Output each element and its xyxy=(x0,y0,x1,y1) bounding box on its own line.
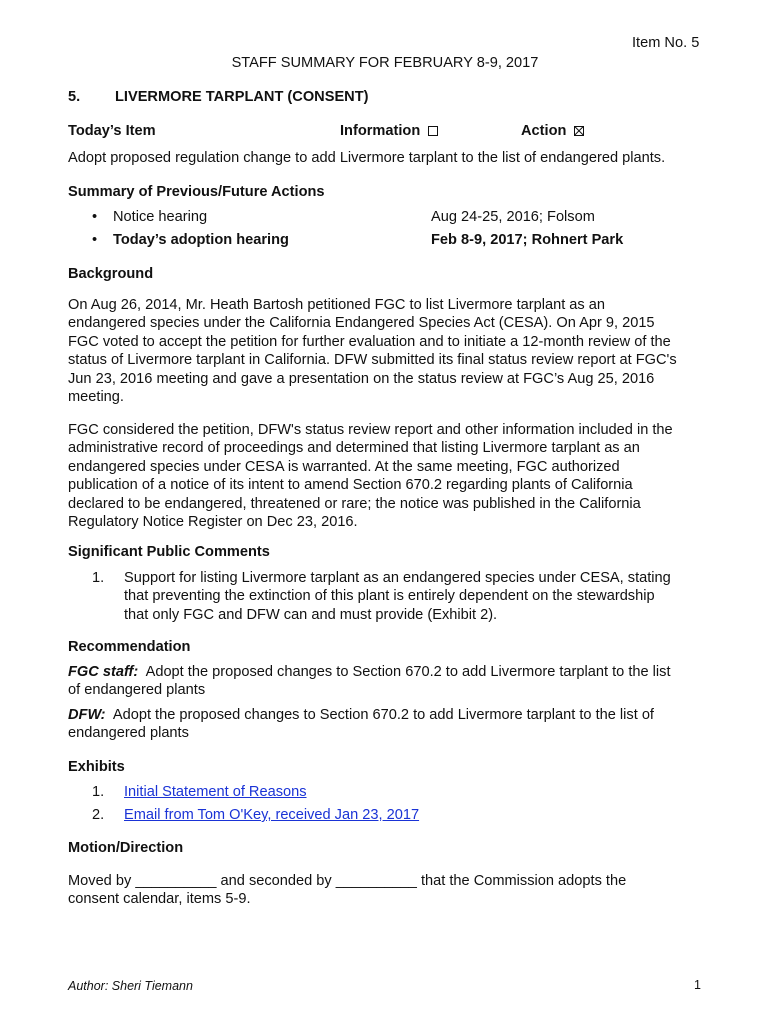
summary-action-date: Aug 24-25, 2016; Folsom xyxy=(431,209,595,225)
exhibit-link[interactable]: Email from Tom O'Key, received Jan 23, 2017 xyxy=(124,807,420,823)
bullet-icon: • xyxy=(92,209,98,225)
background-line: endangered species under CESA is warranted. At the same meeting, FGC authorized xyxy=(68,458,620,475)
background-line: Jun 23, 2016 meeting and gave a presentation on the status review at FGC’s Aug 25, 2016 xyxy=(68,370,655,387)
background-line: Regulatory Notice Register on Dec 23, 2016. xyxy=(68,514,358,531)
public-comments-heading: Significant Public Comments xyxy=(68,544,270,560)
motion-heading: Motion/Direction xyxy=(68,840,184,856)
fgc-line-1: Adopt the proposed changes to Section 670.2 to add Livermore tarplant to the list xyxy=(145,664,671,680)
public-comment-line: Support for listing Livermore tarplant as an endangered species under CESA, stating xyxy=(124,570,671,586)
background-line: publication of a notice of its intent to amend Section 670.2 regarding plants of California xyxy=(68,477,633,494)
fgc-recommendation xyxy=(68,663,708,700)
todays-item-description: Adopt proposed regulation change to add Livermore tarplant to the list of endangered plants. xyxy=(68,150,666,166)
background-paragraph-2 xyxy=(68,421,708,531)
dfw-label: DFW: xyxy=(68,707,106,723)
action-option xyxy=(521,122,584,140)
summary-action-date: Feb 8-9, 2017; Rohnert Park xyxy=(431,232,624,248)
fgc-line-2: of endangered plants xyxy=(68,682,206,699)
exhibit-number: 1. xyxy=(92,784,105,800)
motion-line-2: consent calendar, items 5-9. xyxy=(68,891,251,908)
background-line: administrative record of proceedings and determined that listing Livermore tarplant as an xyxy=(68,440,640,457)
exhibit-link[interactable]: Initial Statement of Reasons xyxy=(124,784,307,800)
background-line: endangered species under the California Endangered Species Act (CESA). On Apr 9, 2015 xyxy=(68,315,655,332)
action-label: Action xyxy=(521,123,567,139)
public-comment-line: that only FGC and DFW can and must provide (Exhibit 2). xyxy=(124,606,498,623)
dfw-line-1: Adopt the proposed changes to Section 670.2 to add Livermore tarplant to the list of xyxy=(112,707,654,723)
item-number: Item No. 5 xyxy=(632,35,700,51)
footer-author: Author: Sheri Tiemann xyxy=(68,979,193,993)
background-line: status of Livermore tarplant in California. DFW submitted its final status review report at FGC's xyxy=(68,352,677,369)
summary-title: STAFF SUMMARY FOR FEBRUARY 8-9, 2017 xyxy=(231,55,539,71)
public-comment-number: 1. xyxy=(92,570,105,586)
public-comment-line: that preventing the extinction of this plant is entirely dependent on the stewardship xyxy=(124,588,655,605)
information-checkbox[interactable] xyxy=(428,126,438,136)
section-title: LIVERMORE TARPLANT (CONSENT) xyxy=(115,89,369,105)
summary-actions-heading: Summary of Previous/Future Actions xyxy=(68,184,325,200)
bullet-icon: • xyxy=(92,232,98,248)
public-comment-text xyxy=(124,569,714,624)
background-line: declared to be endangered, threatened or rare; the notice was published in the California xyxy=(68,495,641,512)
information-option xyxy=(340,122,438,140)
information-label: Information xyxy=(340,123,421,139)
section-number: 5. xyxy=(68,89,81,105)
action-checkbox[interactable] xyxy=(574,126,584,136)
page-number: 1 xyxy=(694,978,701,992)
motion-line-1: Moved by __________ and seconded by __________ that the Commission adopts the xyxy=(68,873,627,889)
summary-action-event: Today’s adoption hearing xyxy=(113,232,289,248)
summary-action-row xyxy=(0,208,770,228)
background-line: meeting. xyxy=(68,389,124,406)
exhibit-number: 2. xyxy=(92,807,105,823)
background-heading: Background xyxy=(68,266,154,282)
recommendation-heading: Recommendation xyxy=(68,639,191,655)
motion-text xyxy=(68,872,708,909)
background-line: FGC considered the petition, DFW's status review report and other information included in the xyxy=(68,422,673,438)
background-line: FGC voted to accept the petition for further evaluation and to initiate a 12-month review of the xyxy=(68,333,671,350)
background-line: On Aug 26, 2014, Mr. Heath Bartosh petitioned FGC to list Livermore tarplant as an xyxy=(68,297,606,313)
exhibits-heading: Exhibits xyxy=(68,759,125,775)
dfw-recommendation xyxy=(68,706,708,743)
fgc-staff-label: FGC staff: xyxy=(68,664,139,680)
summary-action-event: Notice hearing xyxy=(113,209,208,225)
todays-item-label: Today’s Item xyxy=(68,123,156,139)
dfw-line-2: endangered plants xyxy=(68,725,189,742)
background-paragraph-1 xyxy=(68,296,708,406)
summary-action-row xyxy=(0,231,770,251)
